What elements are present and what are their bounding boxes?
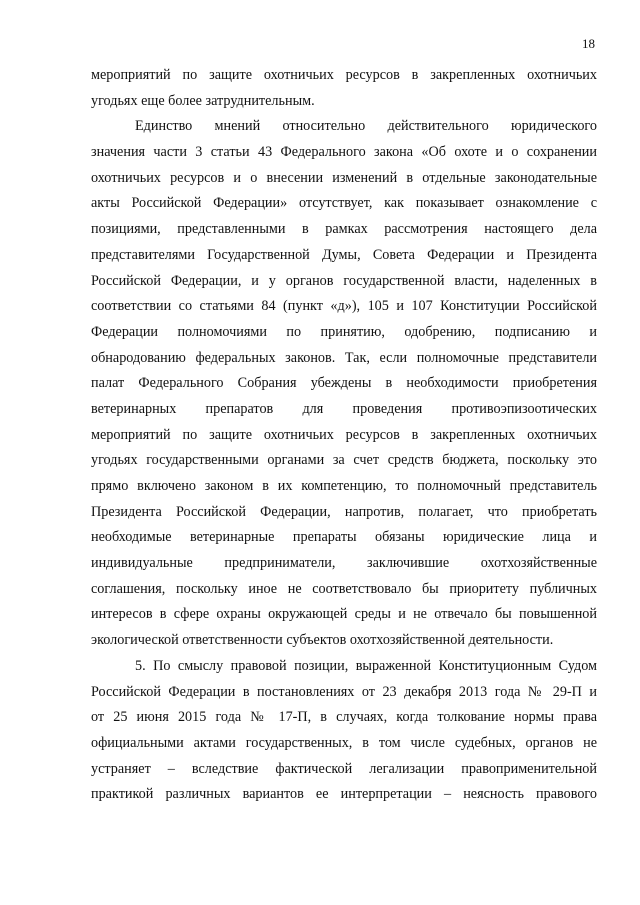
text-line: мероприятий по защите охотничьих ресурсов в закрепленных охотничьих (91, 67, 597, 83)
text-line: от 25 июня 2015 года № 17-П, в случаях, когда толкование нормы права (91, 709, 597, 726)
text-line: акты Российской Федерации» отсутствует, как показывает ознакомление с (91, 195, 597, 212)
text-line: охотничьих ресурсов и о внесении изменений в отдельные законодательные (91, 169, 597, 186)
text-line: ветеринарных препаратов для проведения противоэпизоотических (91, 400, 597, 417)
text-line: соглашения, поскольку иное не соответствовало бы приоритету публичных (91, 580, 597, 597)
text-line: Российской Федерации в постановлениях от 23 декабря 2013 года № 29-П и (91, 683, 597, 700)
text-line: Президента Российской Федерации, напротив, полагает, что приобретать (91, 503, 597, 520)
text-line: прямо включено законом в их компетенцию, то полномочный представитель (91, 478, 597, 494)
text-line: мероприятий по защите охотничьих ресурсов в закрепленных охотничьих (91, 426, 597, 443)
document-body (91, 63, 597, 808)
text-line: Единство мнений относительно действительного юридического (135, 118, 597, 135)
text-line: необходимые ветеринарные препараты обязаны юридические лица и (91, 529, 597, 546)
text-line: Федерации полномочиями по принятию, одобрению, подписанию и (91, 323, 597, 340)
text-line: индивидуальные предприниматели, заключившие охотхозяйственные (91, 555, 597, 572)
text-line: палат Федерального Собрания убеждены в необходимости приобретения (91, 375, 597, 392)
text-line: значения части 3 статьи 43 Федерального закона «Об охоте и о сохранении (91, 144, 597, 161)
page-number: 18 (582, 36, 595, 51)
text-line: позициями, представленными в рамках рассмотрения настоящего дела (91, 221, 597, 238)
text-line: Российской Федерации, и у органов государственной власти, наделенных в (91, 272, 597, 289)
text-line: представителями Государственной Думы, Совета Федерации и Президента (91, 246, 597, 263)
text-line: обнародованию федеральных законов. Так, если полномочные представители (91, 349, 597, 366)
text-line: соответствии со статьями 84 (пункт «д»), 105 и 107 Конституции Российской (91, 298, 597, 315)
text-line: угодьях государственными органами за счет средств бюджета, поскольку это (91, 452, 597, 469)
text-line: угодьях еще более затруднительным. (91, 92, 315, 109)
text-line: официальными актами государственных, в том числе судебных, органов не (91, 734, 597, 751)
text-line: практикой различных вариантов ее интерпретации – неясность правового (91, 786, 597, 803)
text-line: 5. По смыслу правовой позиции, выраженной Конституционным Судом (135, 657, 597, 674)
text-line: интересов в сфере охраны окружающей среды и не отвечало бы повышенной (91, 606, 597, 623)
text-line: экологической ответственности субъектов охотхозяйственной деятельности. (91, 632, 554, 649)
text-line: устраняет – вследствие фактической легализации правоприменительной (91, 760, 597, 777)
